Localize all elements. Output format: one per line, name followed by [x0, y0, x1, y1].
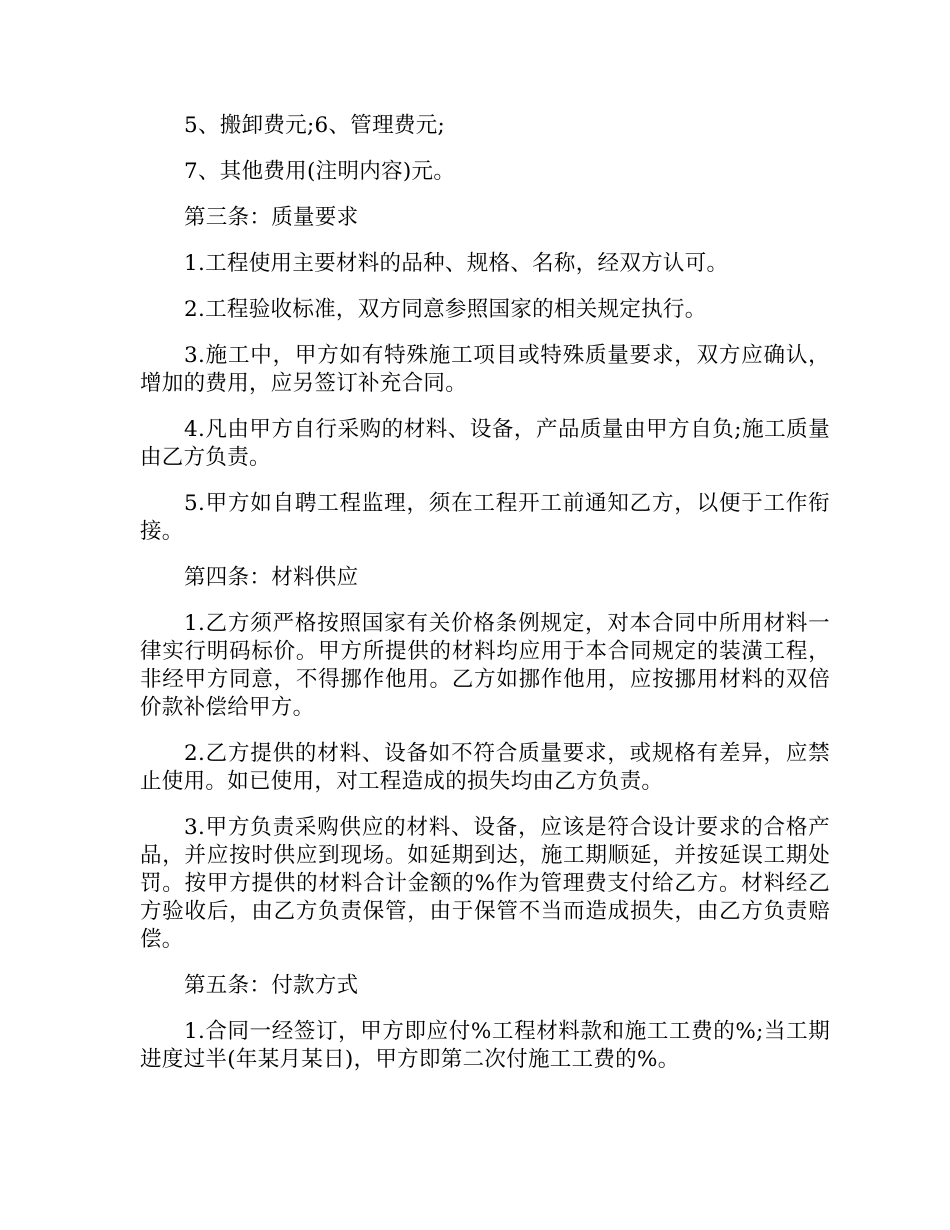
paragraph-material-2: 2.乙方提供的材料、设备如不符合质量要求，或规格有差异，应禁止使用。如已使用，对工程造成的损失均由乙方负责。 — [140, 741, 830, 794]
paragraph-quality-1: 1.工程使用主要材料的品种、规格、名称，经双方认可。 — [184, 251, 729, 276]
paragraph-fees-7: 7、其他费用(注明内容)元。 — [184, 159, 456, 184]
paragraph-quality-5: 5.甲方如自聘工程监理，须在工程开工前通知乙方，以便于工作衔接。 — [140, 491, 830, 544]
document-body — [140, 112, 830, 1092]
paragraph-quality-3: 3.施工中，甲方如有特殊施工项目或特殊质量要求，双方应确认，增加的费用，应另签订补充合同。 — [140, 343, 830, 396]
paragraph-quality-2: 2.工程验收标准，双方同意参照国家的相关规定执行。 — [184, 297, 707, 322]
paragraph-quality-4: 4.凡由甲方自行采购的材料、设备，产品质量由甲方自负;施工质量由乙方负责。 — [140, 417, 830, 470]
heading-article-5: 第五条：付款方式 — [184, 973, 359, 998]
paragraph-fees-5-6: 5、搬卸费元;6、管理费元; — [184, 113, 446, 138]
heading-article-4: 第四条：材料供应 — [184, 565, 359, 590]
paragraph-material-3: 3.甲方负责采购供应的材料、设备，应该是符合设计要求的合格产品，并应按时供应到现场。如延期到达，施工期顺延，并按延误工期处罚。按甲方提供的材料合计金额的%作为管理费支付给乙方。材料经乙方验收后，由乙方负责保管，由于保管不当而造成损失，由乙方负责赔偿。 — [140, 815, 830, 952]
heading-article-3: 第三条：质量要求 — [184, 205, 359, 230]
paragraph-material-1: 1.乙方须严格按照国家有关价格条例规定，对本合同中所用材料一律实行明码标价。甲方所提供的材料均应用于本合同规定的装潢工程，非经甲方同意，不得挪作他用。乙方如挪作他用，应按挪用材料的双倍价款补偿给甲方。 — [140, 611, 830, 720]
paragraph-payment-1: 1.合同一经签订，甲方即应付%工程材料款和施工工费的%;当工期进度过半(年某月某日)，甲方即第二次付施工工费的%。 — [140, 1019, 830, 1072]
